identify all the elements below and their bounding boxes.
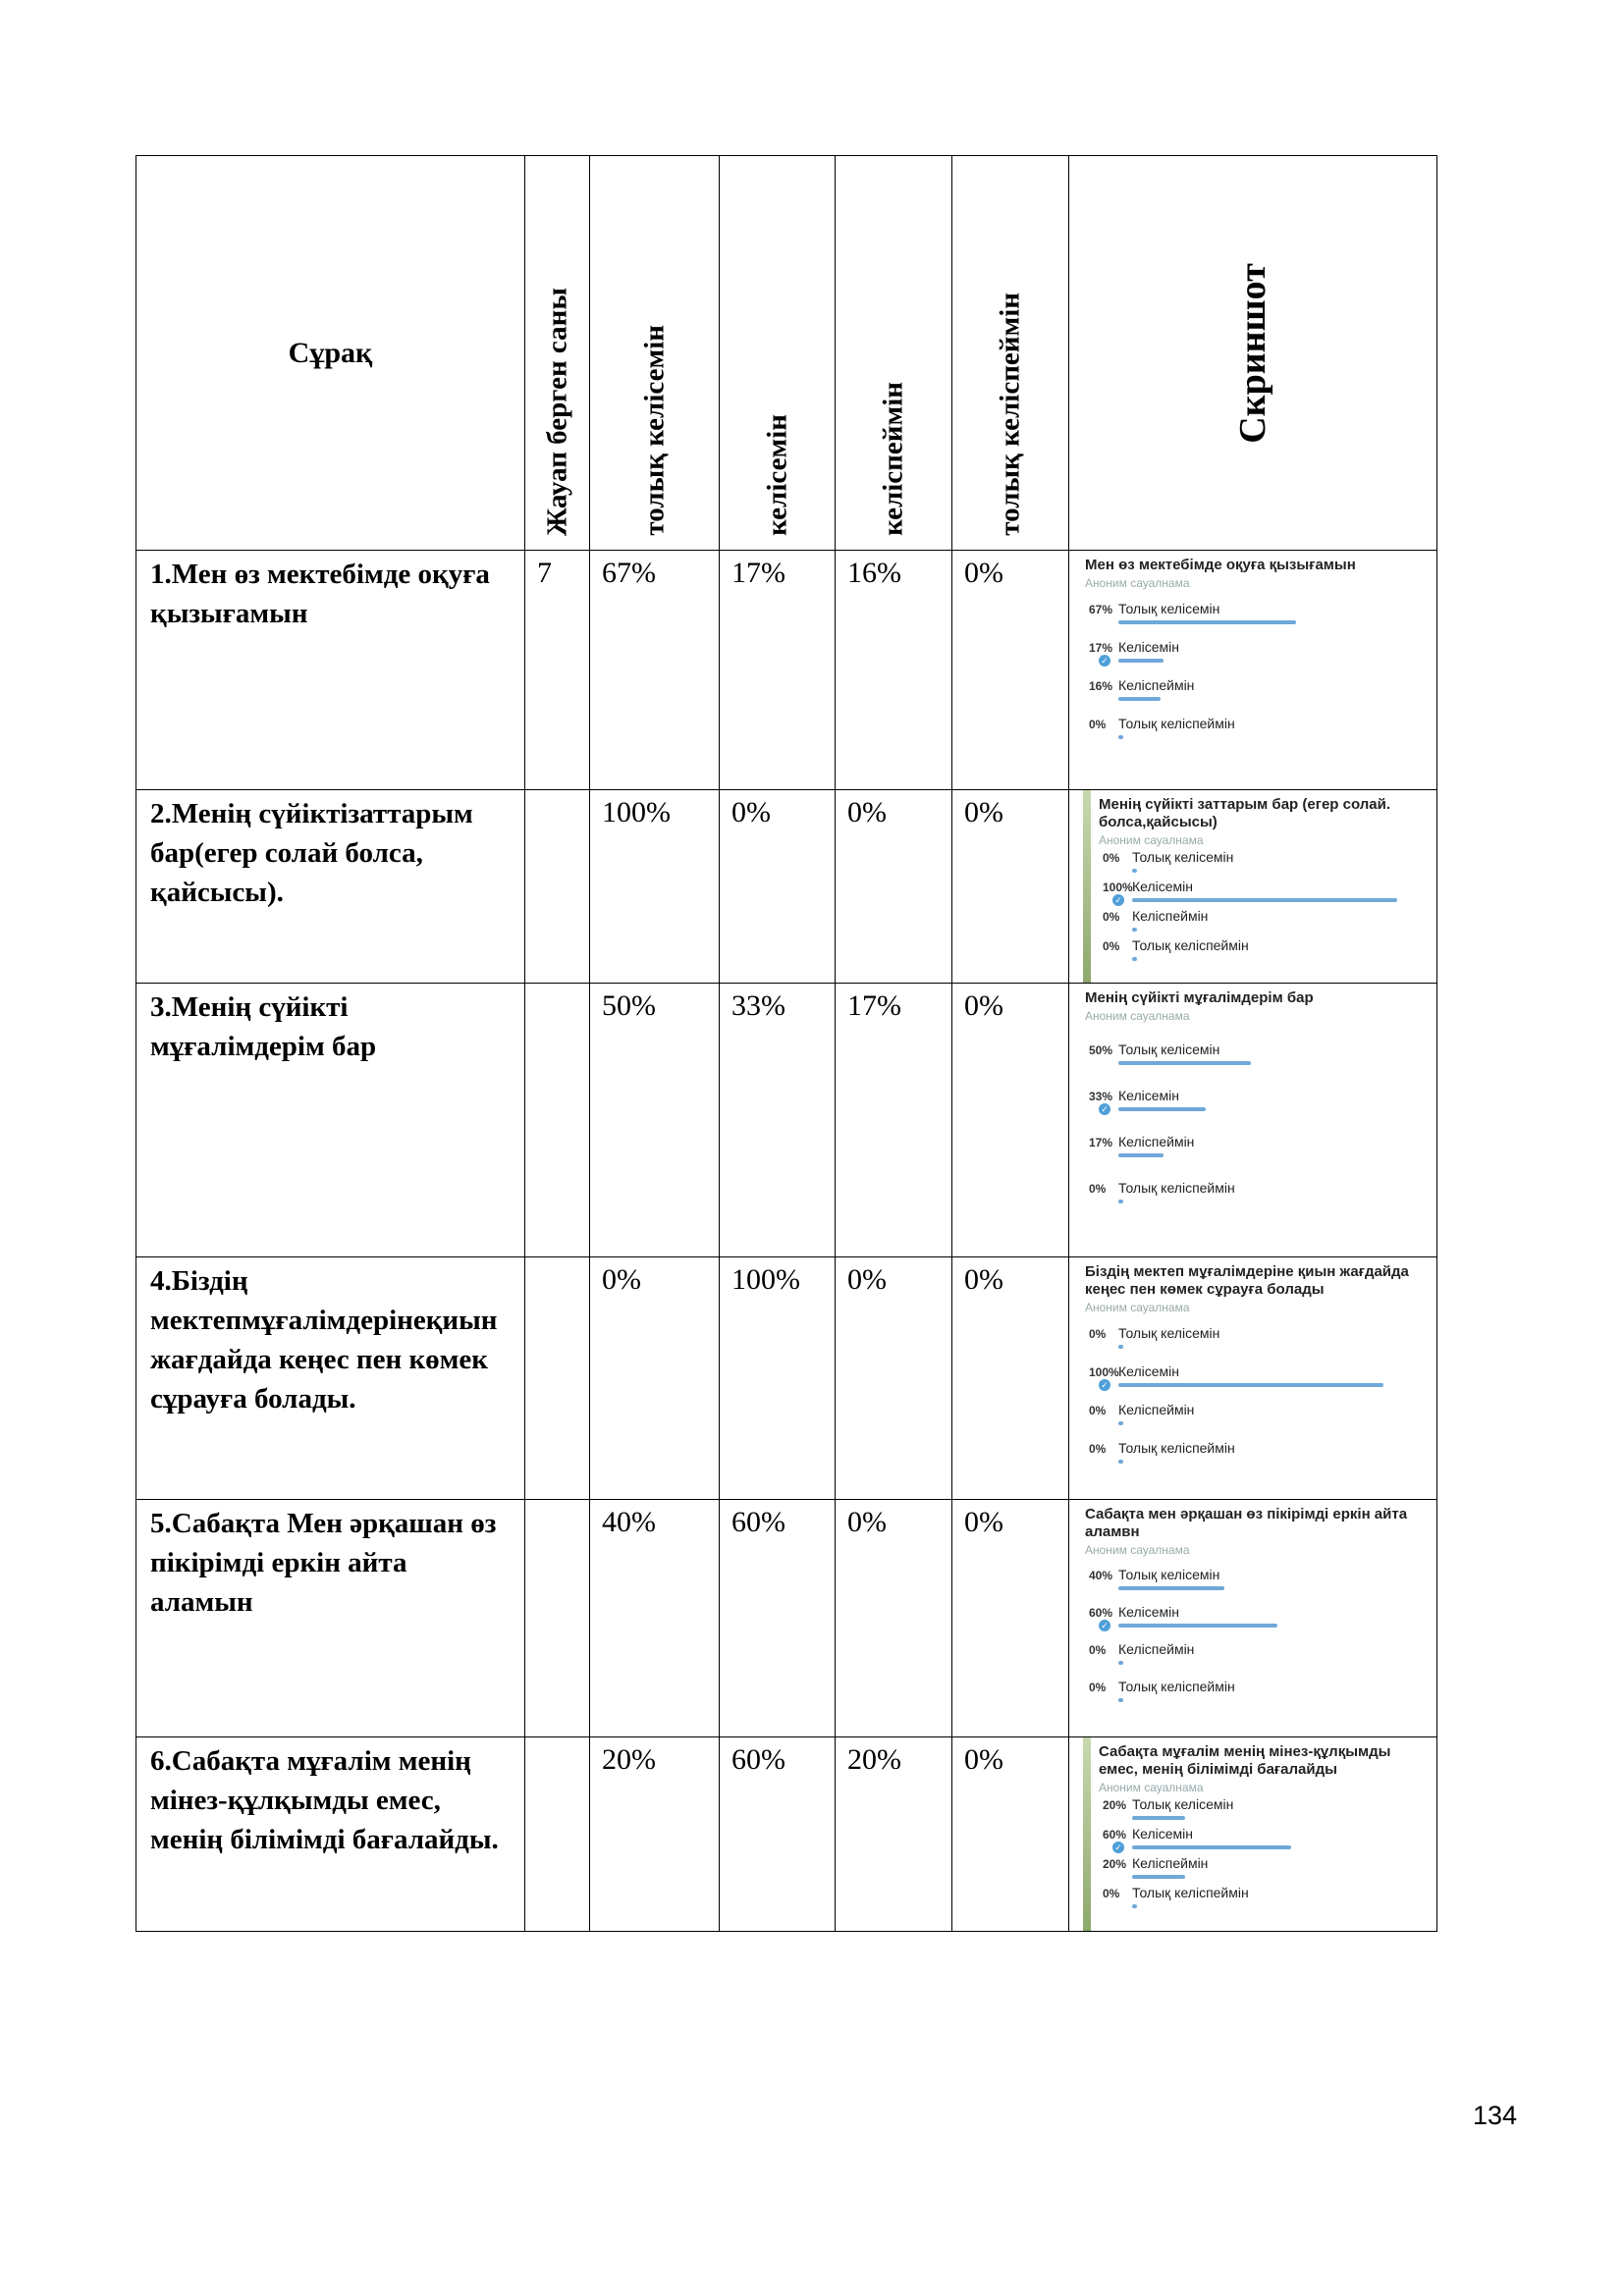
question-cell: 3.Менің сүйікті мұғалімдерім бар [150,991,377,1062]
poll-option-bar [1118,1383,1383,1387]
check-icon: ✓ [1099,1103,1110,1115]
poll-option [1099,851,1427,877]
screenshot-cell [1069,790,1437,984]
strongly-agree-cell: 0% [602,1263,641,1296]
poll-option-label: Толық келісемін [1118,1325,1220,1341]
poll-option [1085,1090,1427,1115]
poll-option-percent: 0% [1103,1887,1120,1900]
poll-option-percent: 17% [1089,1136,1113,1149]
poll-option [1085,1043,1427,1069]
poll-subtitle: Аноним сауалнама [1099,833,1204,847]
header-responses: Жауап берген саны [541,288,572,536]
responses-cell [525,790,589,796]
agree-cell: 60% [731,1506,785,1538]
poll-option-label: Толық келіспеймін [1118,1679,1235,1694]
poll-option-bar [1132,1904,1137,1908]
poll-option-bar [1132,1875,1185,1879]
poll-option-percent: 20% [1103,1798,1127,1812]
poll-option-percent: 16% [1089,679,1113,693]
poll-option-percent: 100% [1103,881,1133,894]
header-strongly-agree: толық келісемін [638,325,670,536]
question-cell: 5.Сабақта Мен әрқашан өз пікірімді еркін айта аламын [150,1508,497,1618]
poll-option [1099,1828,1427,1853]
poll-option-bar [1132,898,1397,902]
strongly-agree-cell: 100% [602,796,671,828]
poll-option-percent: 33% [1089,1090,1113,1103]
check-icon: ✓ [1112,894,1124,906]
check-icon: ✓ [1099,1379,1110,1391]
poll-option [1085,1569,1427,1594]
poll-option-bar [1118,1661,1123,1665]
header-question: Сұрақ [136,156,525,551]
strongly-agree-cell: 40% [602,1506,656,1538]
poll-option-percent: 40% [1089,1569,1113,1582]
poll-option-percent: 0% [1089,1182,1107,1196]
poll-option-label: Толық келіспеймін [1118,716,1235,731]
agree-cell: 0% [731,796,771,828]
poll-screenshot [1069,1737,1436,1912]
screenshot-cell [1069,984,1437,1257]
poll-option-percent: 0% [1103,910,1120,924]
poll-title: Мен өз мектебімде оқуға қызығамын [1085,557,1356,573]
poll-option [1099,910,1427,935]
poll-option [1085,718,1427,743]
strongly-disagree-cell: 0% [964,1506,1003,1538]
poll-option-percent: 100% [1089,1365,1119,1379]
header-strongly-disagree: толық келіспеймін [994,293,1026,536]
responses-cell [525,984,589,989]
poll-screenshot [1069,984,1436,1207]
poll-option [1099,1798,1427,1824]
question-cell: 2.Менің сүйіктізаттарым бар(егер солай болса, қайсысы). [150,798,473,908]
poll-option-bar [1118,1624,1277,1628]
poll-option-bar [1118,697,1161,701]
poll-option-percent: 0% [1089,1442,1107,1456]
header-screenshot: Скриншот [1232,262,1273,444]
poll-subtitle: Аноним сауалнама [1085,1301,1190,1314]
poll-option-bar [1118,1698,1123,1702]
poll-option-bar [1132,869,1137,873]
table-row [136,551,1437,790]
poll-option-percent: 0% [1089,1681,1107,1694]
poll-option [1099,1857,1427,1883]
responses-cell [525,1500,589,1506]
strongly-agree-cell: 50% [602,989,656,1022]
poll-option-label: Толық келісемін [1118,1567,1220,1582]
poll-option-percent: 0% [1103,939,1120,953]
question-cell: 1.Мен өз мектебімде оқуға қызығамын [150,559,490,629]
poll-option [1099,1887,1427,1912]
poll-option-label: Толық келіспеймін [1132,1885,1249,1900]
poll-title: Сабақта мен әрқашан өз пікірімді еркін айта аламвн [1085,1506,1408,1540]
poll-option-label: Келісемін [1118,1604,1180,1620]
poll-option-bar [1118,1586,1224,1590]
check-icon: ✓ [1099,655,1110,667]
disagree-cell: 20% [847,1743,901,1776]
side-strip [1083,1737,1091,1931]
poll-option-percent: 0% [1103,851,1120,865]
table-row [136,1257,1437,1500]
poll-option [1085,641,1427,667]
poll-option-label: Келісемін [1118,1363,1180,1379]
disagree-cell: 17% [847,989,901,1022]
poll-option-label: Толық келісемін [1118,1041,1220,1057]
poll-option-label: Толық келіспеймін [1118,1180,1235,1196]
disagree-cell: 0% [847,1263,887,1296]
poll-option-label: Толық келіспеймін [1118,1440,1235,1456]
poll-option-bar [1118,1061,1251,1065]
poll-title: Менің сүйікті мұғалімдерім бар [1085,989,1314,1006]
poll-option-bar [1132,1816,1185,1820]
poll-option-label: Келіспеймін [1132,1855,1209,1871]
poll-option-percent: 0% [1089,1404,1107,1417]
poll-subtitle: Аноним сауалнама [1099,1781,1204,1794]
responses-cell [525,1257,589,1263]
check-icon: ✓ [1099,1620,1110,1631]
poll-option [1085,1404,1427,1429]
poll-screenshot [1069,1257,1436,1468]
poll-title: Менің сүйікті заттарым бар (егер солай. болса,қайсысы) [1099,796,1391,830]
poll-option-percent: 60% [1103,1828,1127,1842]
poll-option-bar [1132,928,1137,932]
poll-option-percent: 67% [1089,603,1113,616]
poll-subtitle: Аноним сауалнама [1085,1543,1190,1557]
poll-option-label: Толық келіспеймін [1132,937,1249,953]
poll-option [1085,1182,1427,1207]
survey-table [135,155,1437,1932]
poll-option [1085,1365,1427,1391]
poll-option-label: Келіспеймін [1118,1641,1195,1657]
agree-cell: 60% [731,1743,785,1776]
agree-cell: 17% [731,557,785,589]
poll-option-percent: 50% [1089,1043,1113,1057]
agree-cell: 100% [731,1263,800,1296]
strongly-agree-cell: 20% [602,1743,656,1776]
poll-option-bar [1118,1460,1123,1464]
poll-option-bar [1132,1845,1291,1849]
poll-option-bar [1118,659,1164,663]
poll-option-percent: 17% [1089,641,1113,655]
poll-option-bar [1118,1107,1206,1111]
screenshot-cell [1069,551,1437,790]
screenshot-cell [1069,1500,1437,1737]
poll-option-label: Келіспеймін [1118,1402,1195,1417]
poll-option-percent: 20% [1103,1857,1127,1871]
poll-option-bar [1118,1421,1123,1425]
poll-option-percent: 0% [1089,1643,1107,1657]
poll-option [1085,603,1427,628]
poll-option-label: Толық келісемін [1132,849,1234,865]
poll-option-bar [1118,1200,1123,1203]
poll-option-bar [1118,735,1123,739]
poll-option [1085,1136,1427,1161]
poll-option-label: Келісемін [1132,1826,1194,1842]
disagree-cell: 0% [847,1506,887,1538]
poll-option-label: Толық келісемін [1132,1796,1234,1812]
strongly-disagree-cell: 0% [964,557,1003,589]
responses-cell: 7 [537,557,552,589]
poll-subtitle: Аноним сауалнама [1085,576,1190,590]
strongly-disagree-cell: 0% [964,1743,1003,1776]
disagree-cell: 16% [847,557,901,589]
strongly-disagree-cell: 0% [964,989,1003,1022]
question-cell: 6.Сабақта мұғалім менің мінез-құлқымды емес, менің білімімді бағалайды. [150,1745,499,1855]
header-agree: келісемін [761,414,792,536]
poll-option-bar [1118,1153,1164,1157]
disagree-cell: 0% [847,796,887,828]
poll-option-bar [1118,620,1296,624]
poll-option-label: Келіспеймін [1118,677,1195,693]
poll-option-label: Толық келісемін [1118,601,1220,616]
poll-option-label: Келісемін [1132,879,1194,894]
header-disagree: келіспеймін [877,382,909,536]
page-number: 134 [1473,2101,1518,2130]
poll-option [1085,1606,1427,1631]
poll-option-label: Келісемін [1118,639,1180,655]
poll-option-label: Келісемін [1118,1088,1180,1103]
check-icon: ✓ [1112,1842,1124,1853]
poll-option-percent: 0% [1089,718,1107,731]
poll-screenshot [1069,551,1436,743]
poll-option [1085,1681,1427,1706]
poll-option-bar [1118,1345,1123,1349]
poll-option-percent: 0% [1089,1327,1107,1341]
screenshot-cell [1069,1257,1437,1500]
poll-option [1099,939,1427,965]
poll-option [1099,881,1427,906]
screenshot-cell [1069,1737,1437,1932]
poll-subtitle: Аноним сауалнама [1085,1009,1190,1023]
table-row [136,984,1437,1257]
table-row [136,1737,1437,1932]
table-row [136,1500,1437,1737]
poll-option [1085,1643,1427,1669]
poll-option [1085,679,1427,705]
poll-option-percent: 60% [1089,1606,1113,1620]
question-cell: 4.Біздің мектепмұғалімдерінеқиын жағдайда кеңес пен көмек сұрауға болады. [150,1265,498,1415]
poll-option [1085,1327,1427,1353]
header-row [136,156,1437,551]
poll-screenshot [1069,790,1436,965]
poll-option-bar [1132,957,1137,961]
strongly-disagree-cell: 0% [964,796,1003,828]
poll-title: Сабақта мұғалім менің мінез-құлқымды емес, менің білімімді бағалайды [1099,1743,1391,1778]
strongly-agree-cell: 67% [602,557,656,589]
poll-option-label: Келіспеймін [1118,1134,1195,1149]
responses-cell [525,1737,589,1743]
strongly-disagree-cell: 0% [964,1263,1003,1296]
side-strip [1083,790,1091,983]
poll-title: Біздің мектеп мұғалімдеріне қиын жағдайда кеңес пен көмек сұрауға болады [1085,1263,1409,1298]
agree-cell: 33% [731,989,785,1022]
poll-screenshot [1069,1500,1436,1706]
poll-option [1085,1442,1427,1468]
table-row [136,790,1437,984]
poll-option-label: Келіспеймін [1132,908,1209,924]
